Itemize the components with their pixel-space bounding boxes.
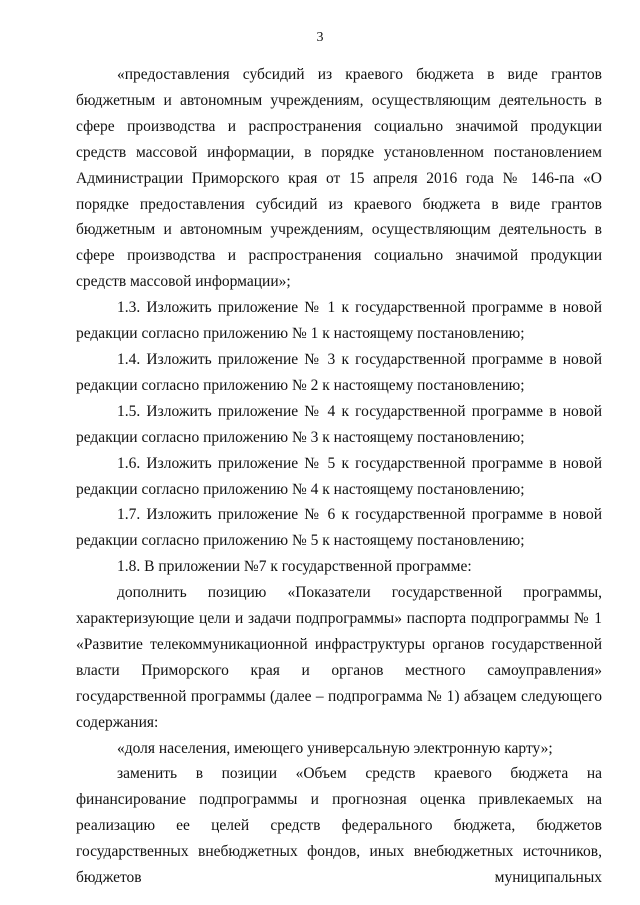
paragraph-supplement-position: дополнить позицию «Показатели государственной программы, характеризующие цели и задачи подпрограммы» паспорта подпрограммы № 1 «Развитие телекоммуникационной инфраструктуры органов государственной власти Приморского края и органов местного самоуправления» государственной программы (далее – подпрограмма № 1) абзацем следующего содержания:: [76, 584, 602, 731]
paragraph-indicator-quote: «доля населения, имеющего универсальную электронную карту»;: [117, 739, 553, 757]
page-number: 3: [316, 30, 324, 45]
paragraph-1-3: 1.3. Изложить приложение № 1 к государственной программе в новой редакции согласно приложению № 1 к настоящему постановлению;: [76, 299, 602, 343]
paragraph-replace-position: заменить в позиции «Объем средств краевого бюджета на финансирование подпрограммы и прогнозная оценка привлекаемых на реализацию ее целей средств федерального бюджета, бюджетов государственных внебюджетных фондов, иных внебюджетных источников, бюджетов муниципальных: [76, 765, 602, 887]
document-body: [76, 62, 602, 891]
paragraph-1-4: 1.4. Изложить приложение № 3 к государственной программе в новой редакции согласно приложению № 2 к настоящему постановлению;: [76, 350, 602, 394]
paragraph-1-7: 1.7. Изложить приложение № 6 к государственной программе в новой редакции согласно приложению № 5 к настоящему постановлению;: [76, 506, 602, 550]
paragraph-intro-quote: «предоставления субсидий из краевого бюджета в виде грантов бюджетным и автономным учреждениям, осуществляющим деятельность в сфере производства и распространения социально значимой продукции средств массовой информации, в порядке установленном постановлением Администрации Приморского края от 15 апреля 2016 года № 146-па «О порядке предоставления субсидий из краевого бюджета в виде грантов бюджетным и автономным учреждениям, осуществляющим деятельность в сфере производства и распространения социально значимой продукции средств массовой информации»;: [76, 66, 602, 291]
paragraph-1-6: 1.6. Изложить приложение № 5 к государственной программе в новой редакции согласно приложению № 4 к настоящему постановлению;: [76, 454, 602, 498]
paragraph-1-5: 1.5. Изложить приложение № 4 к государственной программе в новой редакции согласно приложению № 3 к настоящему постановлению;: [76, 402, 602, 446]
paragraph-1-8: 1.8. В приложении №7 к государственной программе:: [117, 558, 472, 576]
